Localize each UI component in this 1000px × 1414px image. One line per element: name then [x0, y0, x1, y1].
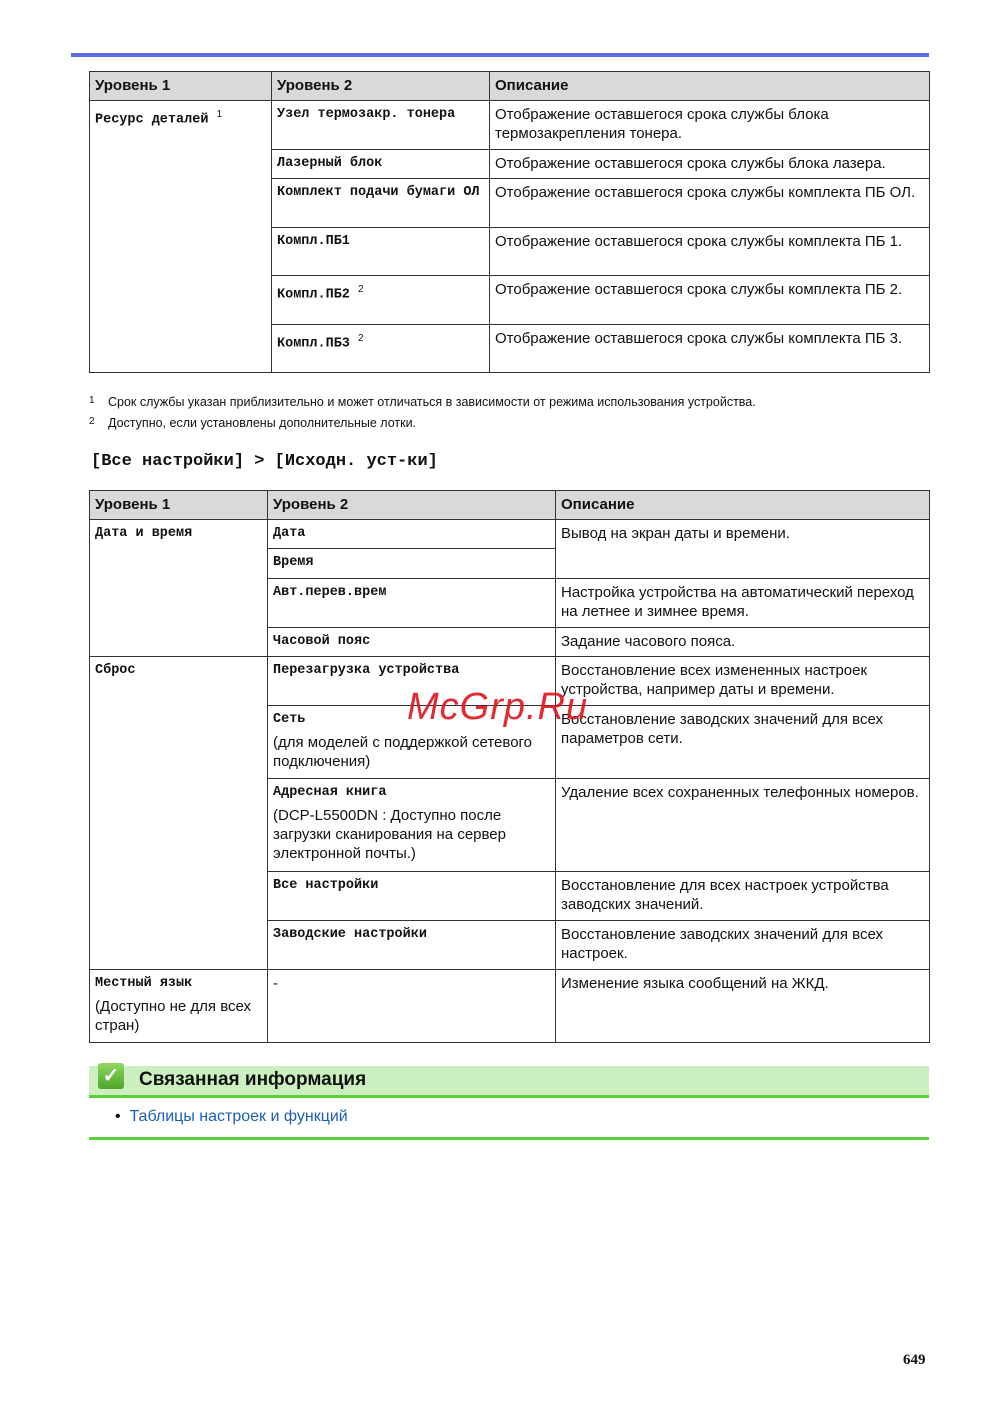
- description-cell: Изменение языка сообщений на ЖКД.: [556, 970, 930, 1043]
- level2-cell: [272, 325, 490, 373]
- column-header: Уровень 2: [272, 72, 490, 101]
- level2-label: Компл.ПБ1: [277, 234, 350, 249]
- footnote-number: 2: [89, 416, 95, 427]
- description-cell: Восстановление всех измененных настроек устройства, например даты и времени.: [556, 657, 930, 706]
- level2-label: Компл.ПБ3: [277, 336, 350, 352]
- description-cell: Отображение оставшегося срока службы блока термозакрепления тонера.: [490, 101, 930, 150]
- checkmark-icon: ✓: [98, 1063, 124, 1089]
- description-cell: Отображение оставшегося срока службы блока лазера.: [490, 150, 930, 179]
- description-cell: Отображение оставшегося срока службы комплекта ПБ ОЛ.: [490, 179, 930, 228]
- footer-rule: [89, 1137, 929, 1140]
- page-number: 649: [903, 1352, 926, 1368]
- footnote-ref: 1: [216, 109, 223, 120]
- level1-cell: [90, 101, 272, 373]
- section-title: [Все настройки] > [Исходн. уст-ки]: [91, 452, 438, 471]
- level2-note: (для моделей с поддержкой сетевого подключения): [273, 734, 533, 770]
- level2-cell: Заводские настройки: [268, 921, 556, 970]
- level1-cell: Сброс: [90, 657, 268, 970]
- level2-cell: Перезагрузка устройства: [268, 657, 556, 706]
- table-header-row: [90, 491, 930, 520]
- description-cell: Отображение оставшегося срока службы комплекта ПБ 1.: [490, 228, 930, 276]
- description-cell: Настройка устройства на автоматический переход на летнее и зимнее время.: [556, 579, 930, 628]
- footnote-number: 1: [89, 395, 95, 406]
- level2-label: Сеть: [273, 712, 306, 727]
- description-cell: Задание часового пояса.: [556, 628, 930, 657]
- column-header: Уровень 1: [90, 491, 268, 520]
- level2-note: (DCP-L5500DN : Доступно после загрузки сканирования на сервер электронной почты.): [273, 807, 506, 862]
- settings-tables-link[interactable]: Таблицы настроек и функций: [129, 1108, 348, 1125]
- level1-label: Местный язык: [95, 976, 193, 991]
- footnote-text: Доступно, если установлены дополнительные лотки.: [108, 416, 417, 430]
- level1-cell: [90, 970, 268, 1043]
- level2-cell: Дата: [268, 520, 556, 549]
- description-cell: Восстановление для всех настроек устройства заводских значений.: [556, 872, 930, 921]
- description-cell: Восстановление заводских значений для всех настроек.: [556, 921, 930, 970]
- level1-cell: Дата и время: [90, 520, 268, 657]
- related-link-item: [115, 1108, 348, 1126]
- description-cell: Отображение оставшегося срока службы комплекта ПБ 2.: [490, 276, 930, 325]
- level2-cell: [272, 276, 490, 325]
- footnote: [89, 416, 416, 430]
- column-header: Уровень 2: [268, 491, 556, 520]
- level2-cell: [268, 779, 556, 872]
- footnote-ref: 2: [358, 284, 364, 295]
- level2-cell: Авт.перев.врем: [268, 579, 556, 628]
- footnote: [89, 395, 756, 409]
- level2-cell: Часовой пояс: [268, 628, 556, 657]
- level2-cell: [272, 101, 490, 150]
- level1-note: (Доступно не для всех стран): [95, 998, 252, 1034]
- parts-life-table: [89, 71, 930, 373]
- table-row: [90, 101, 930, 150]
- description-cell: Отображение оставшегося срока службы комплекта ПБ 3.: [490, 325, 930, 373]
- level2-cell: Все настройки: [268, 872, 556, 921]
- level2-cell: [272, 179, 490, 228]
- initial-setup-table: [89, 490, 930, 1043]
- description-cell: Удаление всех сохраненных телефонных номеров.: [556, 779, 930, 872]
- column-header: Уровень 1: [90, 72, 272, 101]
- level2-label: Адресная книга: [273, 785, 387, 800]
- level2-label: Узел термозакр. тонера: [277, 107, 456, 122]
- bullet-icon: •: [115, 1108, 130, 1125]
- column-header: Описание: [490, 72, 930, 101]
- table-header-row: [90, 72, 930, 101]
- level2-cell: [272, 228, 490, 276]
- header-rule: [71, 53, 929, 57]
- related-info-header: [89, 1066, 929, 1098]
- related-info-title: Связанная информация: [139, 1069, 367, 1090]
- level2-cell: Время: [268, 549, 556, 579]
- table-row: [90, 520, 930, 549]
- table-row: [90, 970, 930, 1043]
- level1-label: Ресурс деталей: [95, 112, 209, 128]
- level2-cell: [272, 150, 490, 179]
- watermark: McGrp.Ru: [407, 686, 589, 728]
- description-cell: Восстановление заводских значений для всех параметров сети.: [556, 706, 930, 779]
- description-cell: Вывод на экран даты и времени.: [556, 520, 930, 579]
- level2-cell: -: [268, 970, 556, 1043]
- footnote-text: Срок службы указан приблизительно и может отличаться в зависимости от режима использования устройства.: [108, 395, 756, 409]
- level2-label: Комплект подачи бумаги ОЛ: [277, 185, 480, 200]
- footnote-ref: 2: [358, 333, 364, 344]
- level2-label: Компл.ПБ2: [277, 287, 350, 303]
- column-header: Описание: [556, 491, 930, 520]
- level2-label: Лазерный блок: [277, 156, 383, 171]
